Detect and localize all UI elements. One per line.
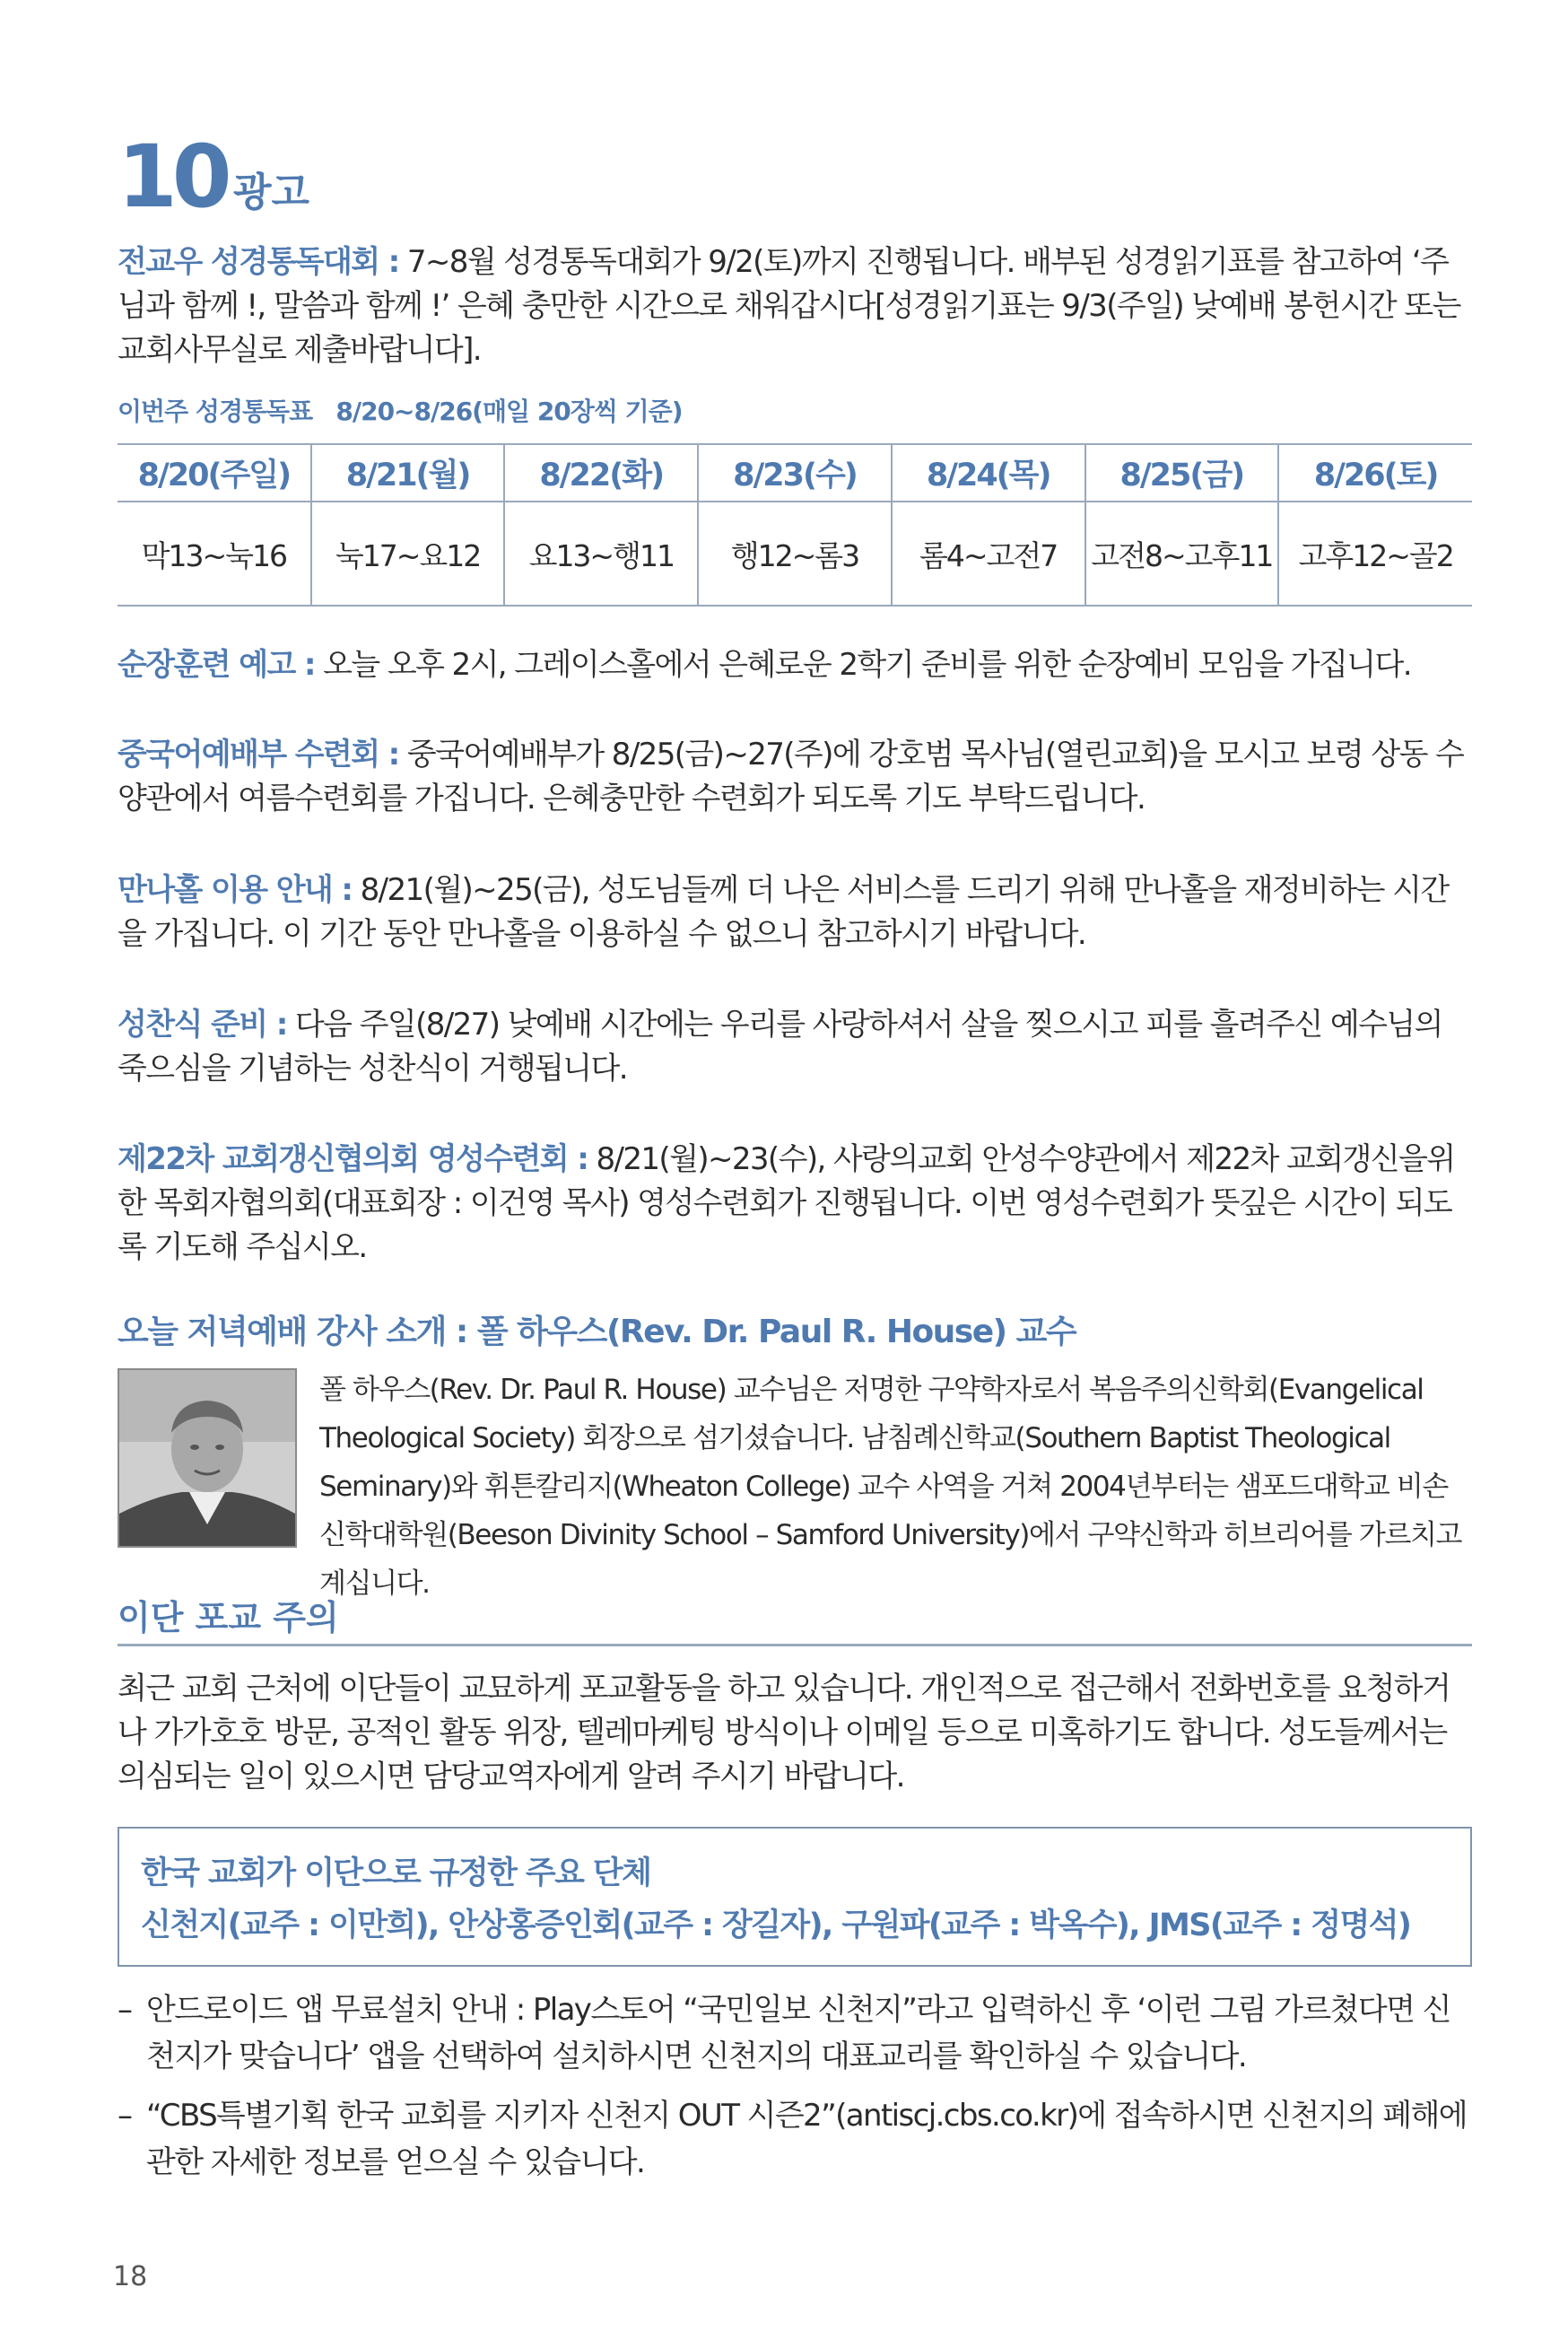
announcement-text: 8/21(월)~25(금), 성도님들께 더 나은 서비스를 드리기 위해 만나홀을 재정비하는 시간을 가집니다. 이 기간 동안 만나홀을 이용하실 수 없으니 참고하시기 바랍니다.: [118, 872, 1449, 952]
announcement-lead: 성찬식 준비 :: [118, 1007, 287, 1043]
schedule-day: 8/26(토): [1278, 444, 1472, 502]
heresy-box-groups: 신천지(교주 : 이만희), 안상홍증인회(교주 : 장길자), 구원파(교주 : 박옥수), JMS(교주 : 정명석): [141, 1908, 1411, 1943]
schedule-header-row: [118, 444, 1472, 502]
speaker-heading: 오늘 저녁예배 강사 소개 : 폴 하우스(Rev. Dr. Paul R. House) 교수: [118, 1314, 1076, 1350]
dash-bullet: –: [118, 2098, 132, 2134]
list-item-text: 안드로이드 앱 무료설치 안내 : Play스토어 “국민일보 신천지”라고 입력하신 후 ‘이런 그림 가르쳤다면 신천지가 맞습니다’ 앱을 선택하여 설치하시면 신천지의 대표교리를 확인하실 수 있습니다.: [146, 1992, 1450, 2074]
bible-reading-text: 7~8월 성경통독대회가 9/2(토)까지 진행됩니다. 배부된 성경읽기표를 참고하여 ‘주님과 함께 !, 말씀과 함께 !’ 은혜 충만한 시간으로 채워갑시다[성경읽기표는 9/3(주일) 낮예배 봉헌시간 또는 교회사무실로 제출바랍니다].: [118, 244, 1460, 368]
announcement-leader-training: [118, 643, 1472, 687]
announcement-manna-hall: [118, 869, 1472, 956]
heresy-box-title: 한국 교회가 이단으로 규정한 주요 단체: [141, 1855, 651, 1891]
announcement-text: 오늘 오후 2시, 그레이스홀에서 은혜로운 2학기 준비를 위한 순장예비 모임을 가집니다.: [314, 647, 1411, 683]
section-title: 광고: [233, 170, 310, 215]
dash-bullet: –: [118, 1992, 132, 2028]
schedule-title: 이번주 성경통독표 8/20~8/26(매일 20장씩 기준): [118, 397, 683, 426]
schedule-reading: 눅17~요12: [311, 502, 505, 606]
announcement-text: 다음 주일(8/27) 낮예배 시간에는 우리를 사랑하셔서 살을 찢으시고 피를 흘려주신 예수님의 죽으심을 기념하는 성찬식이 거행됩니다.: [118, 1007, 1442, 1087]
announcement-lead: 순장훈련 예고 :: [118, 647, 315, 683]
speaker-photo: [118, 1368, 297, 1548]
announcement-chinese-retreat: [118, 733, 1472, 821]
heresy-heading: 이단 포교 주의: [118, 1598, 339, 1637]
heresy-body: 최근 교회 근처에 이단들이 교묘하게 포교활동을 하고 있습니다. 개인적으로 접근해서 전화번호를 요청하거나 가가호호 방문, 공적인 활동 위장, 텔레마케팅 방식이나 이메일 등으로 미혹하기도 합니다. 성도들께서는 의심되는 일이 있으시면 담당교역자에게 알려 주시기 바랍니다.: [118, 1671, 1450, 1794]
schedule-reading-row: [118, 502, 1472, 606]
schedule-day: 8/25(금): [1085, 444, 1279, 502]
announcement-text: 8/21(월)~23(수), 사랑의교회 안성수양관에서 제22차 교회갱신을위한 목회자협의회(대표회장 : 이건영 목사) 영성수련회가 진행됩니다. 이번 영성수련회가 뜻깊은 시간이 되도록 기도해 주십시오.: [118, 1141, 1455, 1265]
announcement-lead: 만나홀 이용 안내 :: [118, 872, 353, 908]
schedule-reading: 롬4~고전7: [892, 502, 1085, 606]
reading-schedule-table: [118, 443, 1472, 607]
schedule-reading: 고전8~고후11: [1085, 502, 1279, 606]
announcement-renewal-retreat: [118, 1138, 1472, 1270]
section-number: 10: [118, 127, 227, 227]
bible-reading-lead: 전교우 성경통독대회 :: [118, 244, 399, 280]
announcement-lead: 제22차 교회갱신협의회 영성수련회 :: [118, 1141, 588, 1177]
announcement-communion: [118, 1003, 1472, 1091]
schedule-day: 8/20(주일): [118, 444, 311, 502]
schedule-day: 8/21(월): [311, 444, 505, 502]
list-item-text: “CBS특별기획 한국 교회를 지키자 신천지 OUT 시즌2”(antiscj.cbs.co.kr)에 접속하시면 신천지의 폐해에 관한 자세한 정보를 얻으실 수 있습니다.: [146, 2098, 1468, 2180]
list-item: [118, 1986, 1472, 2080]
page-number: 18: [113, 2261, 148, 2292]
bible-reading-paragraph: [118, 240, 1472, 372]
speaker-portrait-icon: [119, 1370, 295, 1546]
schedule-reading: 고후12~골2: [1278, 502, 1472, 606]
schedule-day: 8/24(목): [892, 444, 1085, 502]
schedule-reading: 막13~눅16: [118, 502, 311, 606]
announcement-text: 중국어예배부가 8/25(금)~27(주)에 강호범 목사님(열린교회)을 모시고 보령 상동 수양관에서 여름수련회를 가집니다. 은혜충만한 수련회가 되도록 기도 부탁드립니다.: [118, 737, 1464, 816]
speaker-bio: 폴 하우스(Rev. Dr. Paul R. House) 교수님은 저명한 구약학자로서 복음주의신학회(Evangelical Theological Society) 회장으로 섬기셨습니다. 남침례신학교(Southern Baptist Theological Seminary)와 휘튼칼리지(Wheaton College) 교수 사역을 거쳐 2004년부터는 샘포드대학교 비손신학대학원(Beeson Divinity School – Samford University)에서 구약신학과 히브리어를 가르치고 계십니다.: [319, 1374, 1462, 1600]
list-item: [118, 2092, 1472, 2186]
schedule-reading: 요13~행11: [504, 502, 698, 606]
schedule-reading: 행12~롬3: [698, 502, 892, 606]
schedule-day: 8/23(수): [698, 444, 892, 502]
heresy-groups-box: [118, 1827, 1472, 1967]
schedule-day: 8/22(화): [504, 444, 698, 502]
heresy-divider: [118, 1644, 1472, 1646]
announcement-lead: 중국어예배부 수련회 :: [118, 737, 399, 773]
